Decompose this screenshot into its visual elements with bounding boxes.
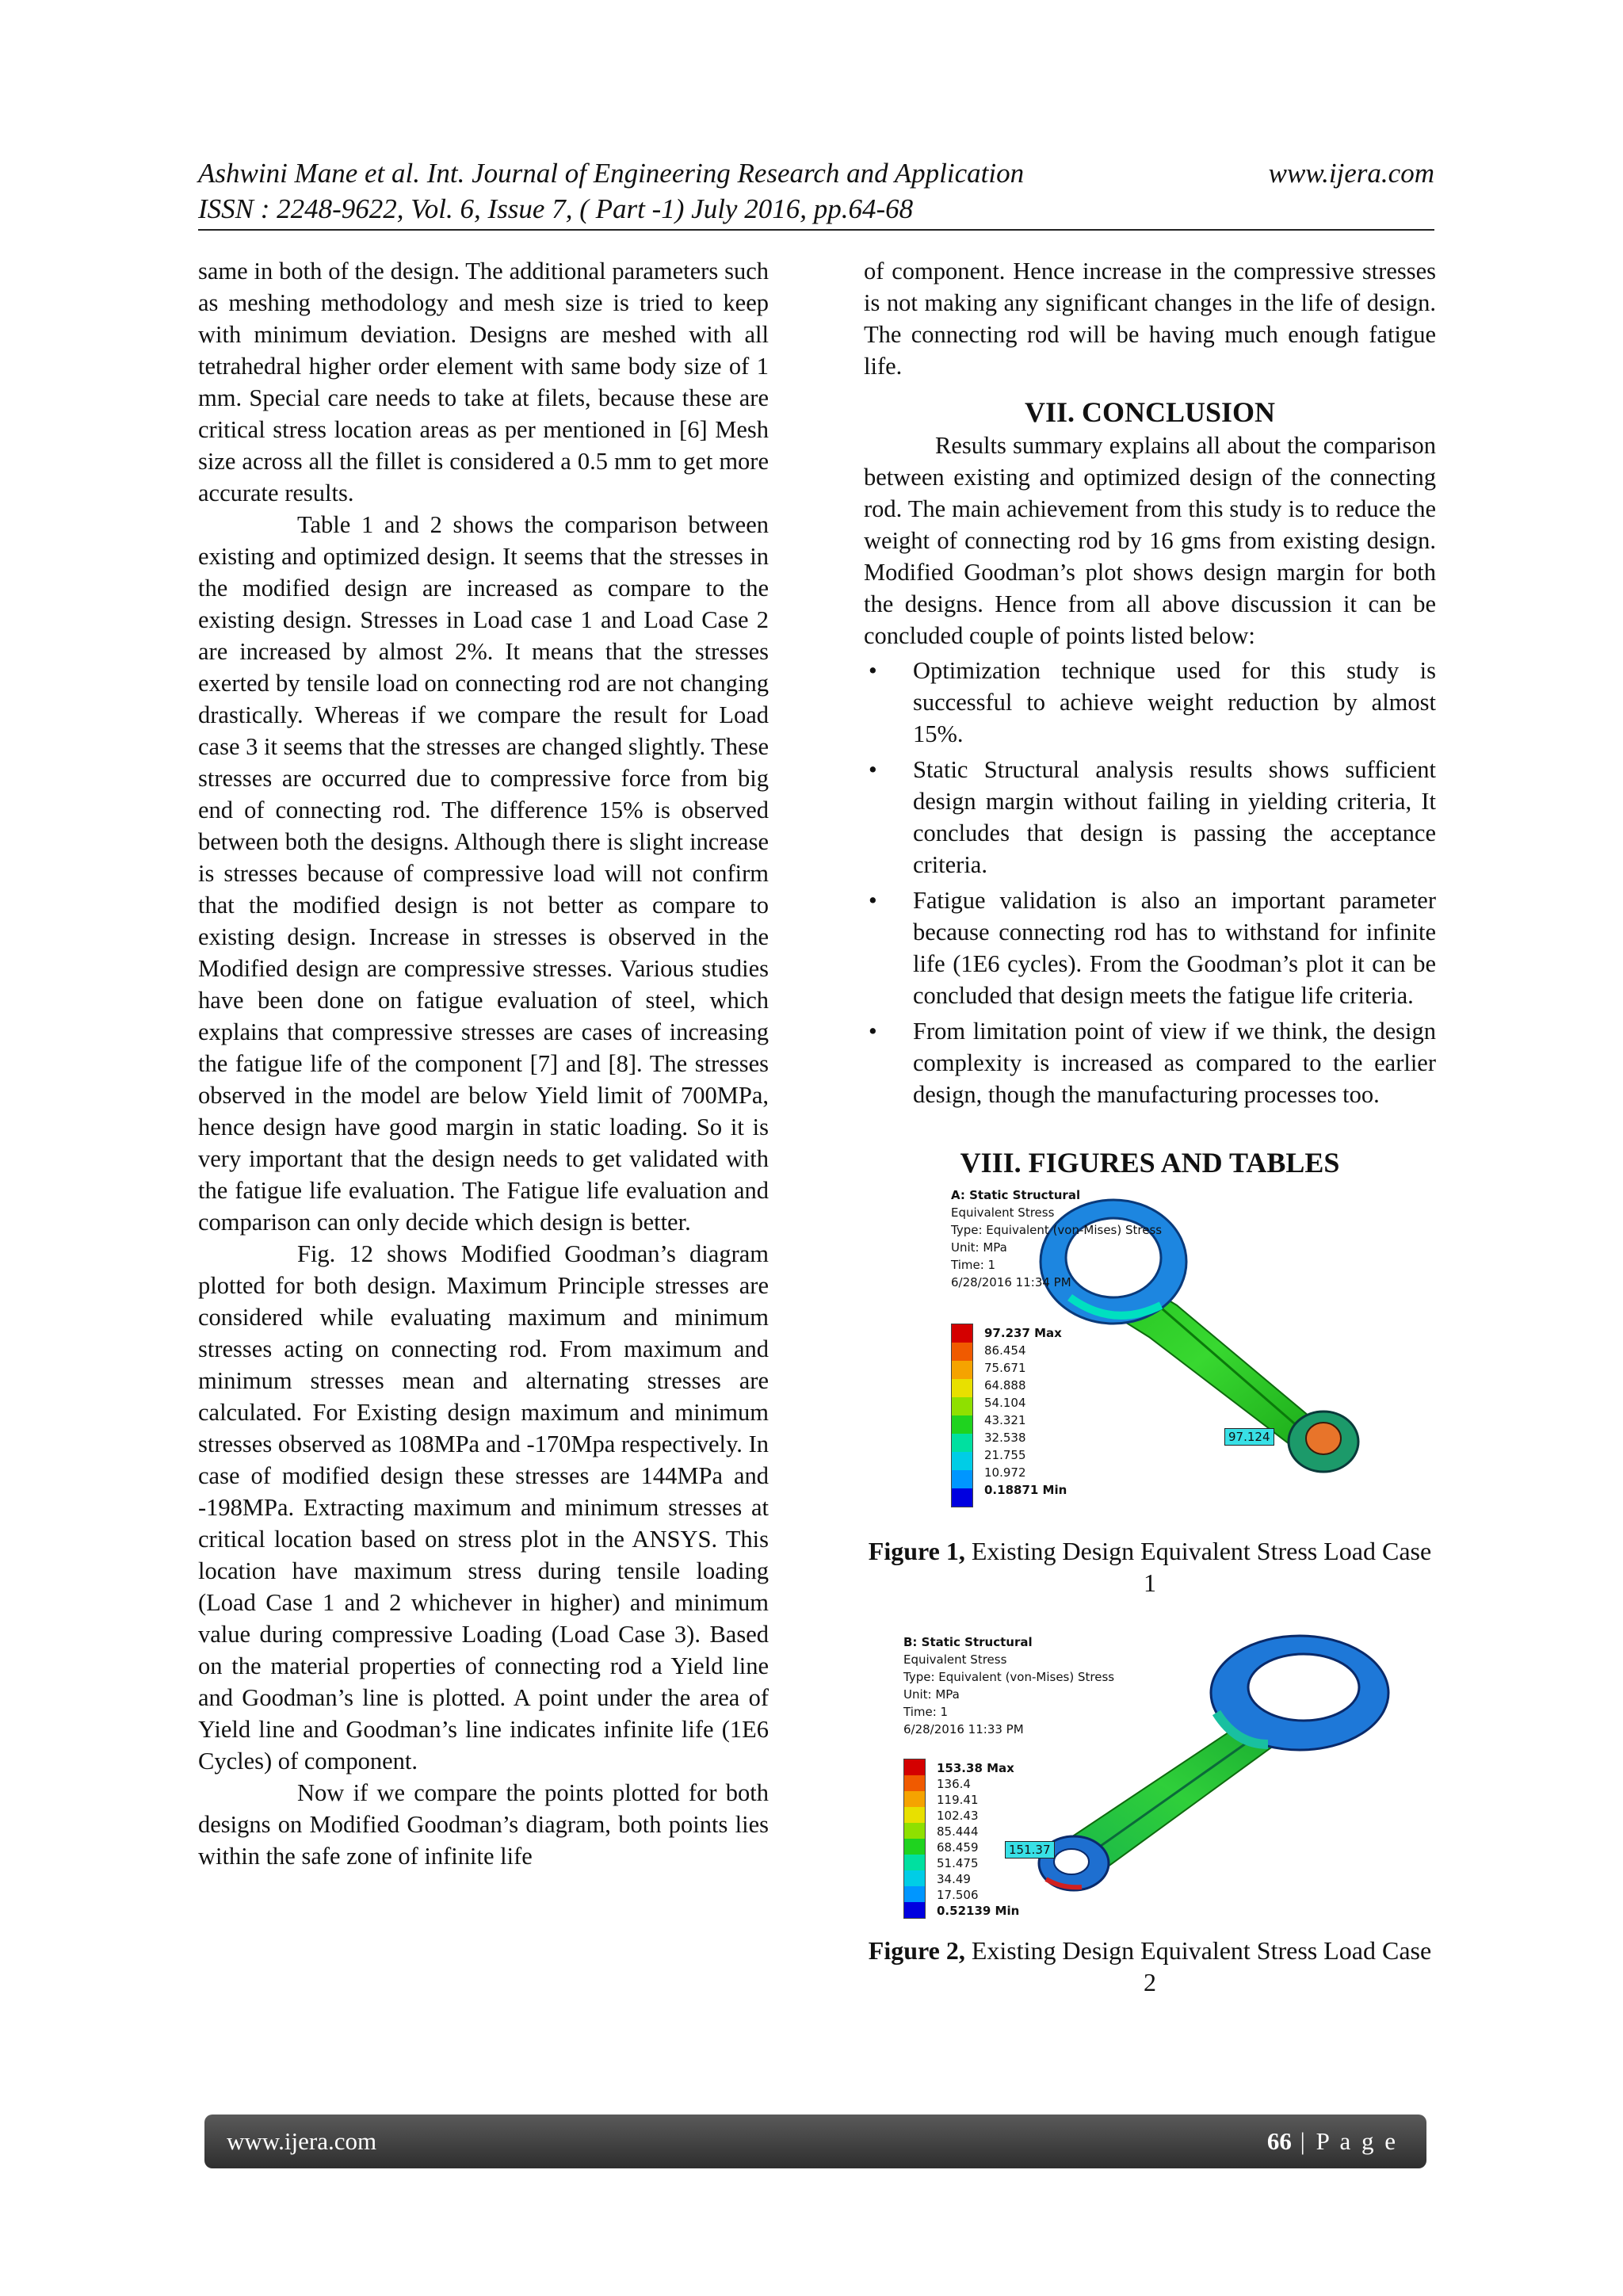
figure-1-caption: Figure 1, Existing Design Equivalent Stress Load Case 1 [868, 1537, 1432, 1597]
section-title-conclusion: VII. CONCLUSION [1024, 396, 1276, 428]
footer-website-link[interactable]: www.ijera.com [227, 2127, 377, 2155]
running-header-journal [198, 156, 1434, 191]
paragraph-meshing: same in both of the design. The additional parameters such as meshing methodology and mesh size is tried to keep with minimum deviation. Designs are meshed with all tetrahedral higher order element with same body size of 1 mm. Special care needs to take at filets, because these are critical stress location areas as per mentioned in [6] Mesh size across all the fillet is considered a 0.5 mm to get more accurate results. [198, 258, 769, 506]
header-issn-line: ISSN : 2248-9622, Vol. 6, Issue 7, ( Part -1) July 2016, pp.64-68 [198, 193, 914, 224]
list-item: • Static Structural analysis results shows sufficient design margin without failing in yielding criteria, It concludes that design is passing the acceptance criteria. [864, 754, 1436, 881]
paragraph-compressive-stresses: of component. Hence increase in the compressive stresses is not making any significant changes in the life of design. The connecting rod will be having much enough fatigue life. [864, 258, 1436, 380]
figure-2-legend: 153.38 Max 136.4 119.41 102.43 85.444 68.459 51.475 34.49 17.506 0.52139 Min [903, 1752, 1062, 1935]
figure-1-legend: 97.237 Max 86.454 75.671 64.888 54.104 43.321 32.538 21.755 10.972 0.18871 Min [951, 1317, 1109, 1523]
paragraph-conclusion: Results summary explains all about the comparison between existing and optimized design of the connecting rod. The main achievement from this study is to reduce the weight of connecting rod by 16 gms from existing design. Modified Goodman’s plot shows design margin for both the designs. Hence from all above discussion it can be concluded couple of points listed below: [864, 432, 1436, 649]
right-column [864, 255, 1436, 1998]
conclusion-bullet-list [864, 655, 1436, 1110]
paragraph-compare-points: Now if we compare the points plotted for both designs on Modified Goodman’s diagram, both points lies within the safe zone of infinite life [198, 1779, 769, 1870]
header-journal-title: Ashwini Mane et al. Int. Journal of Engineering Research and Application [198, 158, 1025, 189]
left-column [198, 255, 769, 1872]
list-item: • Fatigue validation is also an important parameter because connecting rod has to withstand for infinite life (1E6 cycles). From the Goodman’s plot it can be concluded that design meets the fatigue life criteria. [864, 884, 1436, 1011]
bullet-icon: • [869, 657, 877, 684]
legend-color-bar [951, 1324, 973, 1507]
legend-color-bar [903, 1759, 926, 1919]
figure-2-caption: Figure 2, Existing Design Equivalent Stress Load Case 2 [868, 1936, 1432, 1996]
figure-2-metadata: B: Static Structural Equivalent Stress Type: Equivalent (von-Mises) Stress Unit: MPa Time: 1 6/28/2016 11:33 PM [903, 1635, 1115, 1736]
header-website[interactable]: www.ijera.com [1268, 158, 1434, 189]
paragraph-table-comparison: Table 1 and 2 shows the comparison between existing and optimized design. It seems that the stresses in the modified design are increased as compare to the existing design. Stresses in Load case 1 and Load Case 2 are increased by almost 2%. It means that the stresses exerted by tensile load on connecting rod are not changing drastically. Whereas if we compare the result for Load case 3 it seems that the stresses are changed slightly. These stresses are occurred due to compressive force from big end of connecting rod. The difference 15% is observed between both the designs. Although there is slight increase is stresses because of compressive load will not confirm that the modified design is not better as compare to existing design. Increase in stresses is observed in the Modified design are compressive stresses. Various studies have been done on fatigue evaluation of steel, which explains that compressive stresses are cases of increasing the fatigue life of the component [7] and [8]. The stresses observed in the model are below Yield limit of 700MPa, hence design have good margin in static loading. So it is very important that the design needs to get validated with the fatigue life evaluation. The Fatigue life evaluation and comparison can only decide which design is better. [198, 511, 769, 1236]
bullet-icon: • [869, 1018, 877, 1045]
list-item: • From limitation point of view if we think, the design complexity is increased as compared to the earlier design, though the manufacturing processes too. [864, 1015, 1436, 1110]
list-item: • Optimization technique used for this study is successful to achieve weight reduction by almost 15%. [864, 655, 1436, 750]
figure-1-probe-label: 97.124 [1224, 1428, 1274, 1446]
section-title-figures: VIII. FIGURES AND TABLES [960, 1147, 1340, 1179]
figure-2-probe-label: 151.37 [1005, 1841, 1055, 1859]
figure-1-stress-plot [951, 1186, 1442, 1535]
header-rule [198, 229, 1434, 231]
bullet-icon: • [869, 887, 877, 914]
figure-1-metadata: A: Static Structural Equivalent Stress Type: Equivalent (von-Mises) Stress Unit: MPa Time: 1 6/28/2016 11:34 PM [951, 1188, 1163, 1289]
page-footer [204, 2115, 1426, 2168]
footer-page-number: 66 | P a g e [1266, 2127, 1398, 2155]
bullet-icon: • [869, 756, 877, 783]
figure-2-stress-plot [903, 1633, 1395, 1935]
paragraph-goodman-diagram: Fig. 12 shows Modified Goodman’s diagram plotted for both design. Maximum Principle stresses are considered while evaluating maximum and minimum stresses acting on connecting rod. From maximum and minimum stresses mean and alternating stresses are calculated. For Existing design maximum and minimum stresses observed as 108MPa and -170Mpa respectively. In case of modified design these stresses are 144MPa and -198MPa. Extracting maximum and minimum stresses at critical location based on stress plot in the ANSYS. This location have maximum stress during tensile loading (Load Case 1 and 2 whichever in higher) and minimum value during compressive Loading (Load Case 3). Based on the material properties of connecting rod a Yield line and Goodman’s line is plotted. A point under the area of Yield line and Goodman’s line indicates infinite life (1E6 Cycles) of component. [198, 1240, 769, 1775]
